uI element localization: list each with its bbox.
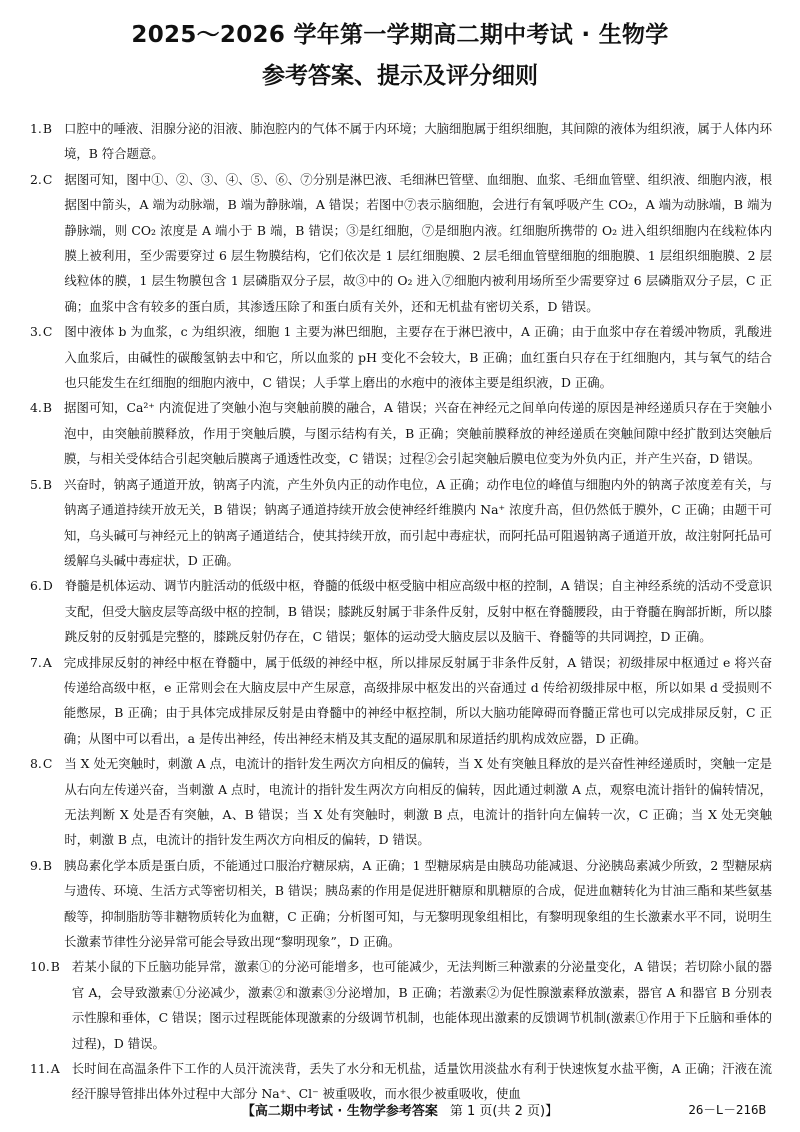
- answer-item-9: [30, 853, 772, 955]
- page-indicator: 第 1 页(共 2 页)】: [449, 1104, 559, 1119]
- answer-item-2: [30, 167, 772, 319]
- answer-item-4: [30, 395, 772, 471]
- question-number: 2.: [30, 171, 42, 187]
- answer-letter: B: [50, 959, 60, 975]
- question-number: 4.: [30, 400, 42, 416]
- explanation-text: 脊髓是机体运动、调节内脏活动的低级中枢，脊髓的低级中枢受脑中相应高级中枢的控制，A 错误；自主神经系统的活动不受意识支配，但受大脑皮层等高级中枢的控制，B 错误；膝跳反射属于非条件反射，反射中枢在脊髓腰段，由于脊髓在胸部折断，所以膝跳反射的反射弧是完整的，膝跳反射仍存在，C 错误；躯体的运动受大脑皮层以及脑干、脊髓等的共同调控，D 正确。: [64, 578, 772, 645]
- explanation-text: 胰岛素化学本质是蛋白质，不能通过口服治疗糖尿病，A 正确；1 型糖尿病是由胰岛功能减退、分泌胰岛素减少所致，2 型糖尿病与遗传、环境、生活方式等密切相关，B 错误；胰岛素的作用是促进肝糖原和肌糖原的合成，促进血糖转化为甘油三酯和某些氨基酸等，抑制脂肪等非糖物质转化为血糖，C 正确；分析图可知，与无黎明现象组相比，有黎明现象组的生长激素水平不同，说明生长激素节律性分泌异常可能会导致出现“黎明现象”，D 正确。: [63, 857, 772, 949]
- answer-letter: C: [42, 171, 53, 187]
- question-number: 9.: [30, 857, 42, 873]
- explanation-text: 当 X 处无突触时，刺激 A 点，电流计的指针发生两次方向相反的偏转，当 X 处有突触且释放的是兴奋性神经递质时，突触一定是从右向左传递兴奋，当刺激 A 点时，电流计的指针发生两次方向相反的偏转，因此通过刺激 A 点，观察电流计指针的偏转情况，无法判断 X 处是否有突触，A、B 错误；当 X 处有突触时，刺激 B 点，电流计的指针向左偏转一次，C 正确；当 X 处无突触时，刺激 B 点，电流计的指针发生两次方向相反的偏转，D 错误。: [64, 756, 772, 848]
- explanation-text: 据图可知，Ca²⁺ 内流促进了突触小泡与突触前膜的融合，A 错误；兴奋在神经元之间单向传递的原因是神经递质只存在于突触小泡中，由突触前膜释放，作用于突触后膜，与图示结构有关，B 正确；突触前膜释放的神经递质在突触间隙中经扩散到达突触后膜，与相关受体结合引起突触后膜离子通透性改变，C 错误；过程②会引起突触后膜电位变为外负内正，并产生兴奋，D 错误。: [63, 400, 772, 467]
- explanation-text: 口腔中的唾液、泪腺分泌的泪液、肺泡腔内的气体不属于内环境；大脑细胞属于组织细胞，其间隙的液体为组织液，属于人体内环境，B 符合题意。: [63, 121, 772, 162]
- question-number: 10.: [30, 959, 50, 975]
- answer-item-6: [30, 573, 772, 649]
- answer-item-1: [30, 116, 772, 167]
- footer-label: [0, 1100, 800, 1119]
- answer-letter: B: [42, 476, 52, 492]
- answer-item-7: [30, 650, 772, 752]
- question-number: 11.: [30, 1061, 50, 1077]
- footer-title: 【高二期中考试 · 生物学参考答案: [241, 1104, 438, 1119]
- question-number: 8.: [30, 756, 42, 772]
- explanation-text: 兴奋时，钠离子通道开放，钠离子内流，产生外负内正的动作电位，A 正确；动作电位的峰值与细胞内外的钠离子浓度差有关，与钠离子通道持续开放无关，B 错误；钠离子通道持续开放会使神经纤维膜内 Na⁺ 浓度升高，但仍然低于膜外，C 正确；由题干可知，乌头碱可与神经元上的钠离子通道结合，使其持续开放，而引起中毒症状，而阿托品可阻遏钠离子通道开放，故注射阿托品可缓解乌头碱中毒症状，D 正确。: [63, 476, 772, 568]
- explanation-text: 图中液体 b 为血浆，c 为组织液，细胞 1 主要为淋巴细胞，主要存在于淋巴液中，A 正确；由于血浆中存在着缓冲物质，乳酸进入血浆后，由碱性的碳酸氢钠去中和它，所以血浆的 pH 变化不会较大，B 正确；血红蛋白只存在于红细胞内，其与氧气的结合也只能发生在红细胞的细胞内液中，C 错误；人手掌上磨出的水疱中的液体主要是组织液，D 正确。: [64, 324, 772, 391]
- answer-letter: B: [42, 121, 52, 136]
- answer-letter: C: [42, 324, 53, 340]
- answer-item-10: [30, 954, 772, 1056]
- answer-letter: C: [42, 756, 53, 772]
- exam-code: 26－L－216B: [688, 1102, 766, 1117]
- explanation-text: 完成排尿反射的神经中枢在脊髓中，属于低级的神经中枢，所以排尿反射属于非条件反射，A 错误；初级排尿中枢通过 e 将兴奋传递给高级中枢，e 正常则会在大脑皮层中产生尿意，高级排尿中枢发出的兴奋通过 d 传给初级排尿中枢，所以如果 d 受损则不能憋尿，B 正确；由于具体完成排尿反射是由脊髓中的神经中枢控制，所以大脑功能障碍而脊髓正常也可以完成排尿反射，C 正确；从图中可以看出，a 是传出神经，传出神经末梢及其支配的逼尿肌和尿道括约肌构成效应器，D 正确。: [63, 654, 772, 746]
- answer-list: [30, 116, 772, 1107]
- exam-subtitle: 参考答案、提示及评分细则: [262, 63, 538, 89]
- explanation-text: 据图可知，图中①、②、③、④、⑤、⑥、⑦分别是淋巴液、毛细淋巴管壁、血细胞、血浆、毛细血管壁、组织液、细胞内液，根据图中箭头，A 端为动脉端，B 端为静脉端，A 错误；若图中⑦表示脑细胞，会进行有氧呼吸产生 CO₂，A 端为动脉端，B 端为静脉端，则 CO₂ 浓度是 A 端小于 B 端，B 错误；③是红细胞，⑦是细胞内液。红细胞所携带的 O₂ 进入组织细胞内在线粒体内膜上被利用，至少需要穿过 6 层生物膜结构，它们依次是 1 层红细胞膜、2 层毛细血管壁细胞的细胞膜、1 层组织细胞膜、2 层线粒体的膜，1 层生物膜包含 1 层磷脂双分子层，故③中的 O₂ 进入⑦细胞内被利用场所至少需要穿过 6 层磷脂双分子层，C 正确；血浆中含有较多的蛋白质，其渗透压除了和蛋白质有关外，还和无机盐有密切关系，D 错误。: [64, 171, 772, 314]
- answer-letter: B: [42, 857, 52, 873]
- answer-letter: A: [42, 654, 52, 670]
- answer-item-3: [30, 319, 772, 395]
- question-number: 3.: [30, 324, 42, 340]
- answer-letter: A: [50, 1061, 60, 1077]
- question-number: 5.: [30, 476, 42, 492]
- answer-letter: D: [42, 578, 53, 594]
- answer-item-5: [30, 472, 772, 574]
- answer-letter: B: [42, 400, 52, 416]
- question-number: 1.: [30, 121, 42, 136]
- question-number: 7.: [30, 654, 42, 670]
- explanation-text: 若某小鼠的下丘脑功能异常，激素①的分泌可能增多，也可能减少，无法判断三种激素的分泌量变化，A 错误；若切除小鼠的器官 A，会导致激素①分泌减少，激素②和激素③分泌增加，B 正确；若激素②为促性腺激素释放激素，器官 A 和器官 B 分别表示性腺和垂体，C 错误；图示过程既能体现激素的分级调节机制，也能体现出激素的反馈调节机制(激素①作用于下丘脑和垂体的过程)，D 错误。: [71, 959, 772, 1051]
- answer-item-8: [30, 751, 772, 853]
- page-footer: [0, 1097, 800, 1123]
- exam-title: 2025～2026 学年第一学期高二期中考试 · 生物学: [131, 22, 669, 48]
- explanation-text: 长时间在高温条件下工作的人员汗流浃背，丢失了水分和无机盐，适量饮用淡盐水有利于快速恢复水盐平衡，A 正确；汗液在流经汗腺导管排出体外过程中大部分 Na⁺、Cl⁻ 被重吸收，而水很少被重吸收，使血: [71, 1061, 772, 1102]
- question-number: 6.: [30, 578, 42, 594]
